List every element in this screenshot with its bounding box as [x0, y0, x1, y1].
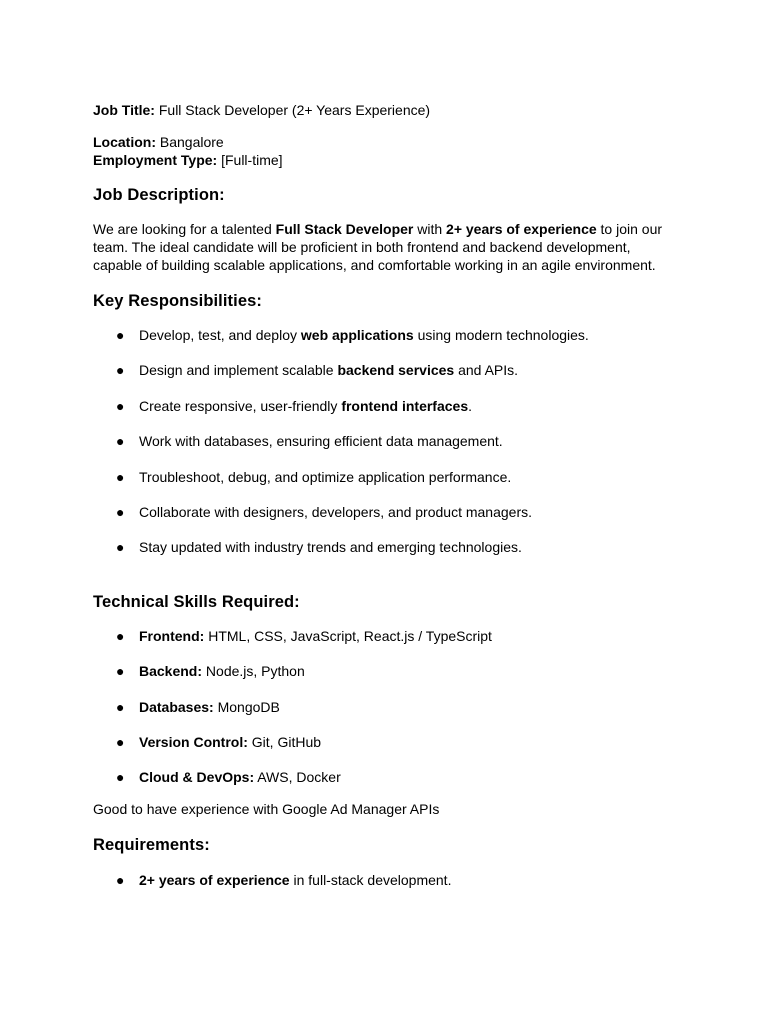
responsibility-text: Create responsive, user-friendly — [139, 397, 342, 414]
skill-item — [93, 698, 280, 716]
job-title-label: Job Title: — [93, 102, 155, 118]
skill-item — [93, 733, 321, 751]
bullet-icon: ● — [116, 433, 125, 450]
responsibility-bold: backend services — [337, 362, 455, 379]
responsibility-text-end: using modern technologies. — [413, 327, 589, 343]
responsibility-bold: frontend interfaces — [341, 397, 469, 414]
skill-item — [93, 662, 305, 680]
responsibility-item — [93, 503, 532, 521]
responsibility-item — [93, 397, 472, 415]
bullet-icon: ● — [116, 872, 125, 888]
responsibility-text: Develop, test, and deploy — [139, 327, 301, 343]
job-description-line-2: team. The ideal candidate will be proficient in both frontend and backend development, — [93, 239, 631, 255]
bullet-icon: ● — [116, 504, 125, 520]
job-title-value: Full Stack Developer (2+ Years Experience) — [154, 102, 431, 118]
responsibility-text: Stay updated with industry trends and emerging technologies. — [139, 539, 522, 556]
responsibility-text: Design and implement scalable — [139, 362, 338, 379]
job-description-line-1 — [93, 220, 693, 238]
skill-label: Cloud & DevOps: — [139, 769, 255, 786]
responsibility-text: Work with databases, ensuring efficient data management. — [139, 433, 503, 450]
skill-item — [93, 768, 341, 786]
responsibility-text-end: . — [468, 397, 473, 414]
responsibility-text: Troubleshoot, debug, and optimize application performance. — [139, 468, 512, 485]
responsibilities-heading: Key Responsibilities: — [93, 292, 262, 310]
employment-type-value: [Full-time] — [217, 152, 283, 168]
responsibility-text: Collaborate with designers, developers, and product managers. — [139, 504, 533, 520]
responsibility-item — [93, 326, 589, 344]
jd-text-1: We are looking for a talented — [93, 221, 276, 237]
requirement-item — [93, 871, 451, 889]
skill-label: Backend: — [139, 663, 203, 680]
skill-value: HTML, CSS, JavaScript, React.js / TypeScript — [204, 628, 492, 644]
skill-item — [93, 627, 492, 645]
skill-value: Node.js, Python — [202, 663, 305, 680]
jd-text-2: with — [413, 221, 447, 237]
bullet-icon: ● — [116, 698, 125, 715]
bullet-icon: ● — [116, 769, 125, 786]
responsibility-item — [93, 468, 511, 486]
location-label: Location: — [93, 134, 156, 150]
bullet-icon: ● — [116, 468, 125, 485]
requirement-bold: 2+ years of experience — [139, 872, 290, 888]
jd-text-3: to join our — [596, 221, 663, 237]
jd-bold-experience: 2+ years of experience — [446, 221, 597, 237]
skill-value: AWS, Docker — [254, 769, 341, 786]
skill-label: Version Control: — [139, 733, 248, 750]
bullet-icon: ● — [116, 663, 125, 680]
bullet-icon: ● — [116, 733, 125, 750]
requirement-text: in full-stack development. — [289, 872, 452, 888]
job-description-paragraph — [93, 220, 693, 274]
skill-label: Frontend: — [139, 628, 205, 644]
bullet-icon: ● — [116, 362, 125, 379]
jd-bold-role: Full Stack Developer — [275, 221, 414, 237]
skill-value: Git, GitHub — [247, 733, 322, 750]
location-line — [93, 133, 224, 151]
location-value: Bangalore — [156, 134, 224, 150]
job-description-heading: Job Description: — [93, 186, 225, 204]
bullet-icon: ● — [116, 539, 125, 556]
employment-type-line — [93, 151, 283, 169]
responsibility-text-end: and APIs. — [454, 362, 519, 379]
skill-value: MongoDB — [213, 698, 280, 715]
skills-note: Good to have experience with Google Ad Manager APIs — [93, 801, 440, 817]
job-description-line-3: capable of building scalable applications, and comfortable working in an agile environment. — [93, 257, 656, 273]
responsibility-item — [93, 538, 522, 556]
bullet-icon: ● — [116, 628, 125, 644]
responsibility-item — [93, 361, 518, 379]
bullet-icon: ● — [116, 327, 125, 343]
requirements-heading: Requirements: — [93, 836, 210, 854]
skill-label: Databases: — [139, 698, 214, 715]
employment-type-label: Employment Type: — [93, 152, 218, 168]
job-title-line — [93, 101, 430, 119]
responsibility-item — [93, 432, 503, 450]
bullet-icon: ● — [116, 397, 125, 414]
responsibility-bold: web applications — [300, 327, 414, 343]
skills-heading: Technical Skills Required: — [93, 593, 300, 611]
